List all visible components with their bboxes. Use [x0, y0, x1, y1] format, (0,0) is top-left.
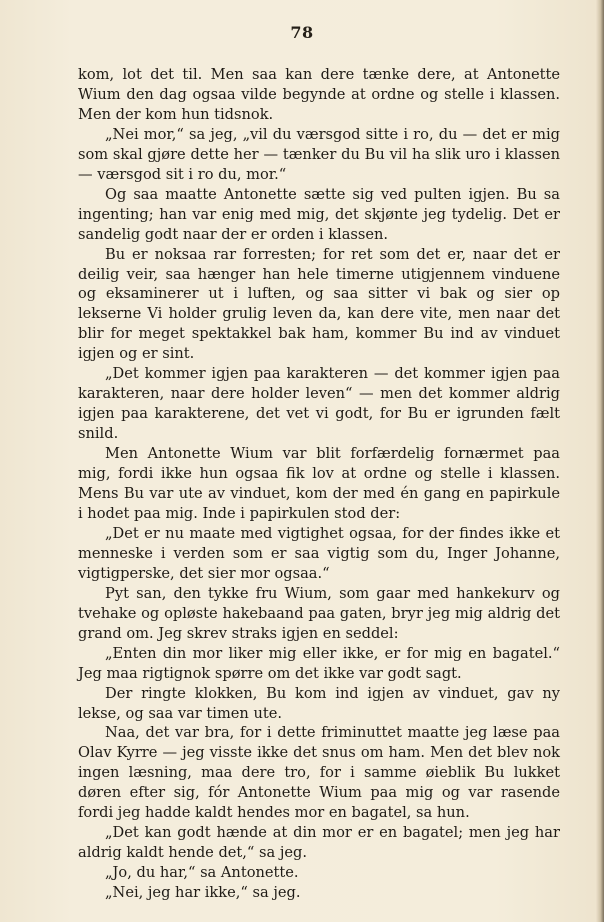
- paragraph-7: „Det er nu maate med vigtighet ogsaa, for der findes ikke et menneske i verden som er saa vigtig som du, Inger Johanne, vigtigperske, det sier mor ogsaa.“: [78, 524, 560, 582]
- paragraph-6: Men Antonette Wium var blit forfærdelig fornærmet paa mig, fordi ikke hun ogsaa fik lov at ordne og stelle i klassen. Mens Bu var ute av vinduet, kom der med én gang en papirkule i hodet paa mig. Inde i papirkulen stod der:: [78, 445, 560, 522]
- body-text: [78, 65, 560, 903]
- paragraph-8: Pyt san, den tykke fru Wium, som gaar med hankekurv og tvehake og opløste hakebaand paa gaten, bryr jeg mig aldrig det grand om. Jeg skrev straks igjen en seddel:: [78, 584, 560, 642]
- paragraph-2: „Nei mor,“ sa jeg, „vil du værsgod sitte i ro, du — det er mig som skal gjøre dette her — tænker du Bu vil ha slik uro i klassen — værsgod sit i ro du, mor.“: [78, 125, 560, 183]
- paragraph-10: Der ringte klokken, Bu kom ind igjen av vinduet, gav ny lekse, og saa var timen ute.: [78, 684, 560, 722]
- paragraph-5: „Det kommer igjen paa karakteren — det kommer igjen paa karakteren, naar dere holder leven“ — men det kommer aldrig igjen paa karakterene, det vet vi godt, for Bu er igrunden fælt snild.: [78, 365, 560, 443]
- paragraph-12: „Det kan godt hænde at din mor er en bagatel; men jeg har aldrig kaldt hende det,“ sa jeg.: [78, 824, 560, 862]
- paragraph-13: „Jo, du har,“ sa Antonette.: [105, 864, 299, 882]
- paragraph-9: „Enten din mor liker mig eller ikke, er for mig en bagatel.“ Jeg maa rigtignok spørre om det ikke var godt sagt.: [78, 644, 560, 682]
- page-number: 78: [290, 23, 314, 42]
- paragraph-14: „Nei, jeg har ikke,“ sa jeg.: [105, 884, 301, 902]
- book-binding-edge: [596, 0, 604, 922]
- paragraph-4: Bu er noksaa rar forresten; for ret som det er, naar det er deilig veir, saa hænger han hele timerne utigjennem vinduene og eksaminerer ut i luften, og saa sitter vi bak og sier op lekserne Vi holder grulig leven da, kan dere vite, men naar det blir for meget spektakkel bak ham, kommer Bu ind av vinduet igjen og er sint.: [78, 245, 560, 363]
- paragraph-1: kom, lot det til. Men saa kan dere tænke dere, at Antonette Wium den dag ogsaa vilde begynde at ordne og stelle i klassen. Men der kom hun tidsnok.: [78, 66, 560, 123]
- paragraph-3: Og saa maatte Antonette sætte sig ved pulten igjen. Bu sa ingenting; han var enig med mig, det skjønte jeg tydelig. Det er sandelig godt naar der er orden i klassen.: [78, 185, 560, 243]
- paragraph-11: Naa, det var bra, for i dette friminuttet maatte jeg læse paa Olav Kyrre — jeg visste ikke det snus om ham. Men det blev nok ingen læsning, maa dere tro, for i samme øieblik Bu lukket døren efter sig, fór Antonette Wium paa mig og var rasende fordi jeg hadde kaldt hendes mor en bagatel, sa hun.: [78, 724, 560, 822]
